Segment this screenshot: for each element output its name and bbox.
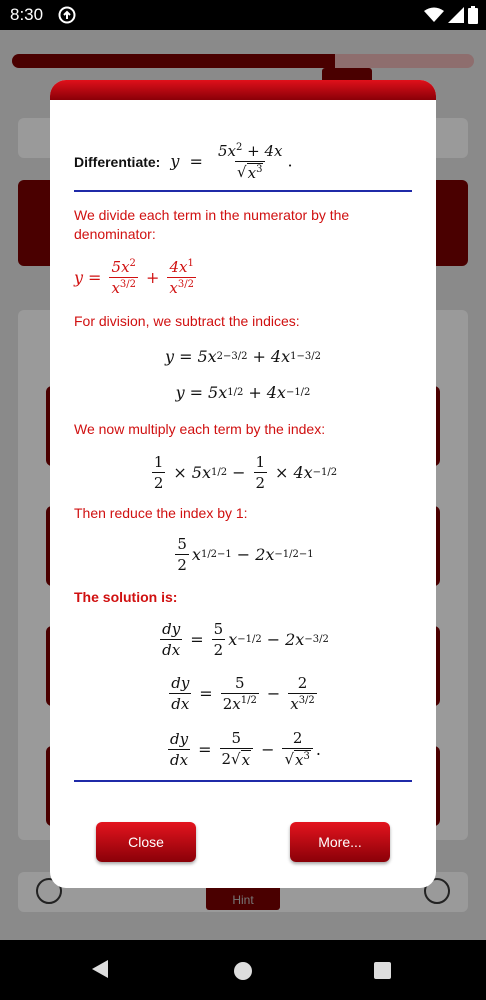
step-equation-simplified: y = 5x 1/2 + 4x −1/2 [175,382,311,402]
step-text-subtract: For division, we subtract the indices: [74,313,300,329]
nav-back-icon[interactable] [92,960,108,978]
step-equation-subtract: y = 5x 2−3/2 + 4x 1−3/2 [165,346,321,366]
nav-recents-icon[interactable] [374,962,391,979]
signal-icon [448,7,464,23]
divider-top [74,190,412,192]
battery-icon [468,6,478,24]
at-alert-icon [58,6,76,24]
step-equation-multiply: $\frac{1}{2}$ × 5x 1/2 − $\frac{1}{2}$ × 4x −1/2 [153,452,338,492]
question-expression: y = $5x^2 + 4x$ √ $x^3$ . [170,142,293,182]
solution-dialog [50,80,436,888]
question-label: Differentiate: [74,154,161,170]
solution-heading: The solution is: [74,589,178,605]
progress-fill [12,54,335,68]
dialog-header-bar [50,80,436,100]
background-hint-button: Hint [206,878,280,910]
divider-bottom [74,780,412,782]
system-icons [424,5,478,25]
step-equation-divide: y = $\frac{5x^2}{x^{3/2}}$ + $\frac{4x^1}{x^{3/2}}$ [74,257,194,297]
wifi-icon [424,7,444,23]
solution-equation-3: $\frac{dy}{dx}$ = 5 2 √ x − 2 √ $x^3$ . [170,729,321,769]
nav-home-icon[interactable] [234,962,252,980]
step-text-reduce: Then reduce the index by 1: [74,505,248,521]
solution-equation-1: $\frac{dy}{dx}$ = $\frac{5}{2}$ x −1/2 − 2x −3/2 [162,619,329,659]
more-button[interactable]: More... [290,822,390,862]
question-row [74,132,412,192]
step-text-divide: We divide each term in the numerator by the denominator: [74,207,350,242]
status-time: 8:30 [10,5,44,24]
background-progress-bar [12,54,474,68]
solution-equation-2: $\frac{dy}{dx}$ = $\frac{5}{2x^{1/2}}$ − $\frac{2}{x^{3/2}}$ [171,673,315,713]
status-bar [0,0,486,30]
close-button[interactable]: Close [96,822,196,862]
step-text-multiply: We now multiply each term by the index: [74,421,326,437]
navigation-bar [0,940,486,1000]
step-equation-reduce: $\frac{5}{2}$ x 1/2−1 − 2x −1/2−1 [177,534,314,574]
